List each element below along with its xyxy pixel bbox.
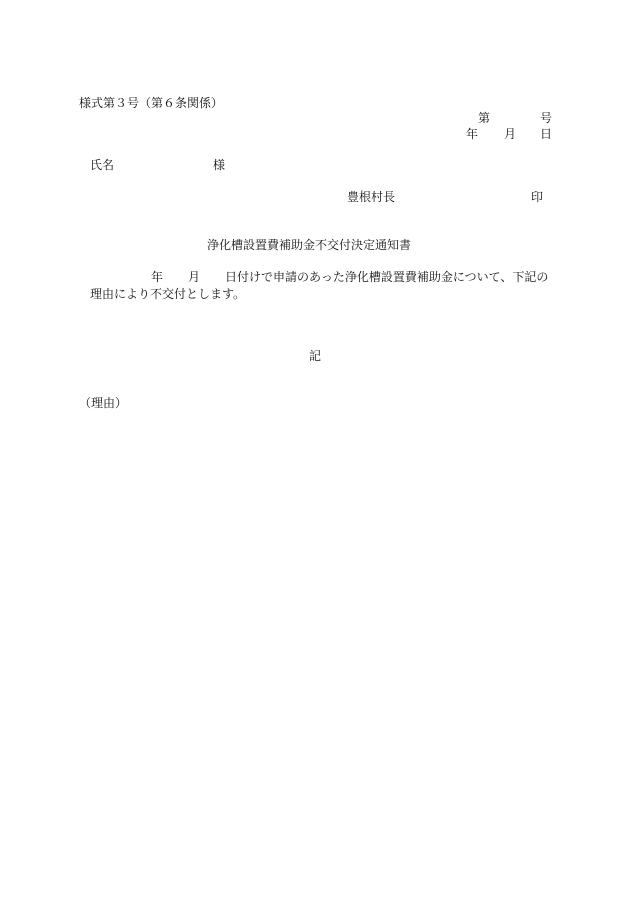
date-day: 日 (540, 127, 553, 141)
date-year: 年 (466, 127, 479, 141)
ki-heading: 記 (309, 349, 322, 363)
recipient-honorific: 様 (213, 158, 226, 172)
form-label: 様式第３号（第６条関係） (79, 96, 224, 110)
seal-mark: 印 (531, 190, 544, 204)
number-suffix: 号 (540, 111, 553, 125)
body-month: 月 (188, 270, 201, 284)
document-title: 浄化槽設置費補助金不交付決定通知書 (207, 238, 412, 252)
date-month: 月 (504, 127, 517, 141)
number-prefix: 第 (478, 111, 491, 125)
body-line1: 日付けで申請のあった浄化槽設置費補助金について、下記の (225, 270, 549, 284)
body-year: 年 (151, 270, 164, 284)
sender-title: 豊根村長 (347, 190, 396, 204)
reason-label: （理由） (79, 396, 128, 410)
recipient-name-label: 氏名 (90, 158, 115, 172)
body-line2: 理由により不交付とします。 (90, 287, 246, 301)
